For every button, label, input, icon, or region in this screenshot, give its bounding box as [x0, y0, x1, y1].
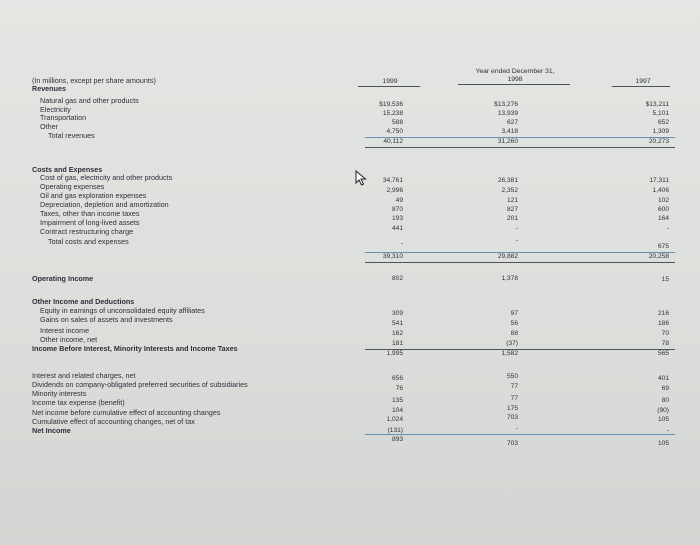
period-title: Year ended December 31,: [475, 68, 555, 75]
revenue-value: 588: [391, 119, 403, 126]
operating-income-value: 1,378: [501, 275, 518, 282]
revenue-value: $13,276: [494, 101, 518, 108]
net-income-rule: [365, 434, 675, 435]
revenue-value: 627: [506, 119, 518, 126]
cost-value: -: [400, 240, 403, 247]
total-costs-label: Total costs and expenses: [48, 237, 129, 246]
revenue-value: 652: [657, 119, 669, 126]
revenue-value: $13,211: [645, 101, 669, 108]
other-income-value: 186: [657, 320, 669, 327]
total-costs-value: 39,310: [382, 253, 403, 260]
bottom-label: Interest and related charges, net: [32, 371, 136, 380]
cost-value: 441: [391, 225, 403, 232]
cost-value: 49: [395, 197, 403, 204]
bottom-label: Dividends on company-obligated preferred securities of subsidiaries: [32, 380, 248, 389]
other-income-label: Interest income: [40, 326, 90, 335]
header-rule-1997: [612, 86, 670, 87]
cost-label: Depreciation, depletion and amortization: [40, 200, 169, 209]
other-income-value: 78: [661, 340, 669, 347]
col-header-1997: 1997: [635, 78, 651, 85]
col-header-1999: 1999: [382, 78, 398, 85]
total-revenues-value: 20,273: [648, 138, 669, 145]
bottom-value: 656: [391, 375, 403, 382]
bottom-value: (131): [387, 427, 403, 434]
costs-heading: Costs and Expenses: [32, 165, 103, 174]
operating-income-value: 15: [661, 276, 669, 283]
bottom-value: 77: [510, 383, 518, 390]
revenue-value: 13,939: [497, 110, 518, 117]
total-costs-value: 20,258: [648, 253, 669, 260]
revenue-value: 4,750: [386, 128, 403, 135]
other-income-label: Gains on sales of assets and investments: [40, 315, 173, 324]
other-income-heading: Other Income and Deductions: [32, 297, 135, 306]
header-rule-1999: [358, 86, 420, 87]
bottom-value: 105: [657, 416, 669, 423]
cost-label: Impairment of long-lived assets: [40, 218, 140, 227]
other-income-value: 97: [510, 310, 518, 317]
cost-value: 26,381: [497, 177, 518, 184]
bottom-value: -: [515, 425, 518, 432]
bottom-value: 175: [506, 405, 518, 412]
other-income-label: Other income, net: [40, 335, 98, 344]
total-revenues-label: Total revenues: [48, 131, 95, 140]
revenue-value: $19,536: [379, 101, 403, 108]
bottom-label: Cumulative effect of accounting changes, net of tax: [32, 417, 195, 426]
cost-value: 2,996: [386, 187, 403, 194]
bottom-value: 550: [506, 373, 518, 380]
header-rule-1998: [458, 84, 570, 85]
revenue-label: Electricity: [40, 105, 71, 114]
total-costs-value: 29,882: [497, 253, 518, 260]
cost-value: 121: [506, 197, 518, 204]
mouse-pointer-icon: [355, 170, 367, 186]
income-before-interest-value: 1,582: [501, 350, 518, 357]
units-note: (In millions, except per share amounts): [32, 76, 156, 85]
bottom-label: Income tax expense (benefit): [32, 398, 125, 407]
revenue-label: Other: [40, 122, 58, 131]
other-income-value: 181: [391, 340, 403, 347]
bottom-value: 80: [661, 397, 669, 404]
revenue-value: 15,238: [382, 110, 403, 117]
income-before-interest-value: 565: [657, 350, 669, 357]
other-income-value: (37): [506, 340, 518, 347]
col-header-1998: 1998: [507, 76, 523, 83]
other-income-value: 162: [391, 330, 403, 337]
bottom-value: 401: [657, 375, 669, 382]
cost-value: -: [515, 237, 518, 244]
revenues-heading: Revenues: [32, 84, 66, 93]
total-revenues-underline: [365, 147, 675, 148]
cost-value: 600: [657, 206, 669, 213]
other-income-value: 216: [657, 310, 669, 317]
bottom-value: 69: [661, 385, 669, 392]
bottom-label: Net income before cumulative effect of accounting changes: [32, 408, 221, 417]
operating-income-label: Operating Income: [32, 274, 94, 283]
cost-value: 193: [391, 215, 403, 222]
cost-value: 827: [506, 206, 518, 213]
bottom-value: 104: [391, 407, 403, 414]
bottom-label: Minority interests: [32, 389, 87, 398]
total-revenues-value: 31,260: [497, 138, 518, 145]
cost-value: -: [515, 225, 518, 232]
cost-value: -: [666, 225, 669, 232]
bottom-value: 76: [395, 385, 403, 392]
cost-value: 102: [657, 197, 669, 204]
bottom-value: 135: [391, 397, 403, 404]
total-revenues-value: 40,112: [383, 138, 403, 145]
cost-value: 2,352: [501, 187, 518, 194]
other-income-value: 541: [391, 320, 403, 327]
bottom-value: 77: [510, 395, 518, 402]
cost-value: 164: [657, 215, 669, 222]
cost-value: 675: [657, 243, 669, 250]
income-before-interest-label: Income Before Interest, Minority Interests and Income Taxes: [32, 344, 238, 353]
cost-label: Operating expenses: [40, 182, 105, 191]
cost-value: 870: [391, 206, 403, 213]
other-income-value: 88: [510, 330, 518, 337]
bottom-value: 1,024: [386, 416, 403, 423]
cost-label: Contract restructuring charge: [40, 227, 134, 236]
other-income-value: 309: [391, 310, 403, 317]
cost-label: Cost of gas, electricity and other products: [40, 173, 173, 182]
cost-value: 17,311: [649, 177, 669, 184]
bottom-value: (90): [657, 407, 669, 414]
other-income-value: 56: [510, 320, 518, 327]
cost-value: 1,406: [652, 187, 669, 194]
bottom-value: -: [666, 427, 669, 434]
revenue-value: 1,309: [652, 128, 669, 135]
net-income-value: 893: [391, 436, 403, 443]
cost-label: Taxes, other than income taxes: [40, 209, 140, 218]
cost-label: Oil and gas exploration expenses: [40, 191, 147, 200]
other-income-label: Equity in earnings of unconsolidated equity affiliates: [40, 306, 205, 315]
bottom-value: 703: [506, 414, 518, 421]
other-income-value: 70: [661, 330, 669, 337]
revenue-value: 3,418: [501, 128, 518, 135]
cost-value: 201: [506, 215, 518, 222]
revenue-label: Natural gas and other products: [40, 96, 139, 105]
total-costs-underline: [365, 262, 675, 263]
revenue-label: Transportation: [40, 113, 87, 122]
cost-value: 34,761: [382, 177, 403, 184]
net-income-label: Net Income: [32, 426, 71, 435]
income-before-interest-value: 1,995: [386, 350, 403, 357]
net-income-value: 703: [506, 440, 518, 447]
net-income-value: 105: [657, 440, 669, 447]
operating-income-value: 802: [391, 275, 403, 282]
revenue-value: 5,101: [652, 110, 669, 117]
